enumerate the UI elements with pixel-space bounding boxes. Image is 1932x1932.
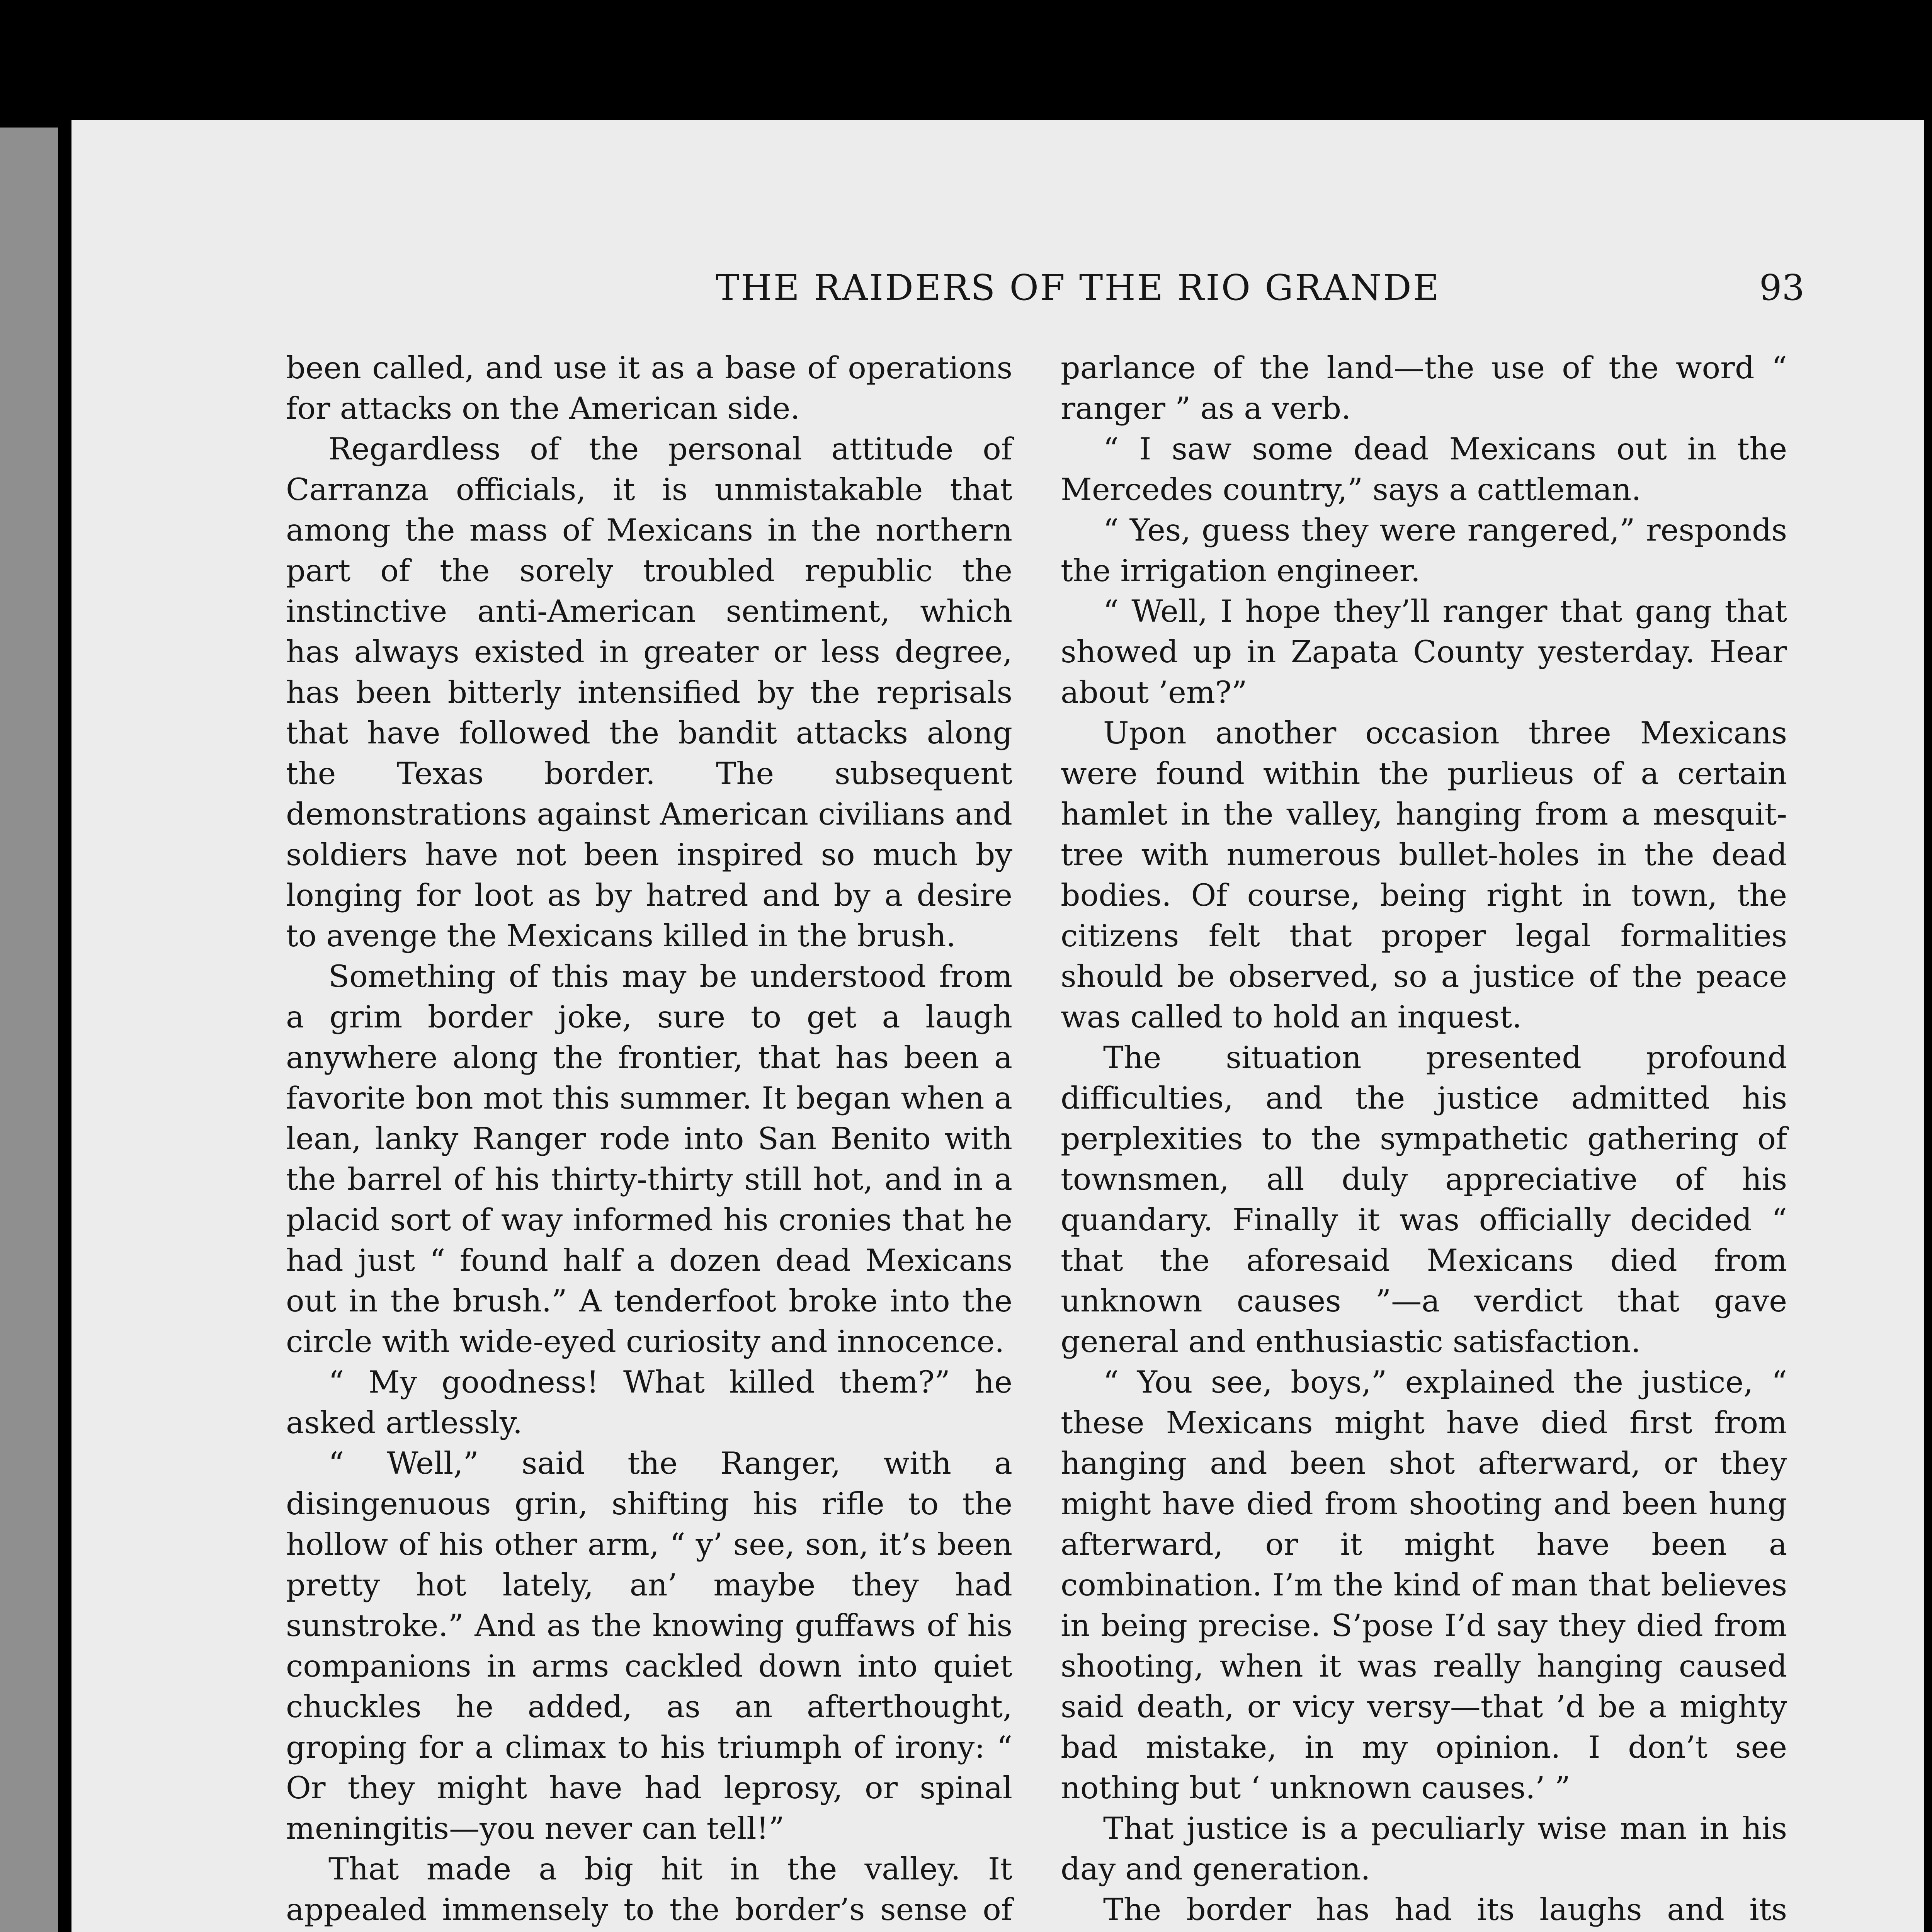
paragraph: “ My goodness! What killed them?” he asked artlessly. bbox=[286, 1364, 1012, 1440]
paragraph: Regardless of the personal attitude of Carranza officials, it is unmistakable that among the mass of Mexicans in the northern part of the sorely troubled republic the instinctive anti-American sentiment, which has always existed in greater or less degree, has been bitterly intensified by the reprisals that have followed the bandit attacks along the Texas border. The subsequent demonstrations against American civilians and soldiers have not been inspired so much by longing for loot as by hatred and by a desire to avenge the Mexicans killed in the brush. bbox=[286, 431, 1012, 954]
paragraph: “ You see, boys,” explained the justice, “ these Mexicans might have died first from hanging and been shot afterward, or they might have died from shooting and been hung afterward, or it might have been a combination. I’m the kind of man that believes in being precise. S’pose I’d say they died from shooting, when it was really hanging caused said death, or vicy versy—that ’d be a mighty bad mistake, in my opinion. I don’t see nothing but ‘ unknown causes.’ ” bbox=[1061, 1364, 1787, 1806]
paragraph: “ Yes, guess they were rangered,” responds the irrigation engineer. bbox=[1061, 512, 1787, 588]
book-page bbox=[71, 120, 1924, 1932]
text-column-left bbox=[286, 348, 1012, 1932]
paragraph: “ I saw some dead Mexicans out in the Mercedes country,” says a cattleman. bbox=[1061, 431, 1787, 507]
paragraph: Upon another occasion three Mexicans were found within the purlieus of a certain hamlet in the valley, hanging from a mesquit-tree with numerous bullet-holes in the dead bodies. Of course, being right in town, the citizens felt that proper legal formalities should be observed, so a justice of the peace was called to hold an inquest. bbox=[1061, 715, 1787, 1035]
paragraph: That justice is a peculiarly wise man in his day and generation. bbox=[1061, 1811, 1787, 1887]
page-header bbox=[71, 263, 1924, 313]
paragraph: That made a big hit in the valley. It appealed immensely to the border’s sense of bbox=[286, 1851, 1012, 1927]
paragraph: parlance of the land—the use of the word “ ranger ” as a verb. bbox=[1061, 350, 1787, 426]
adjacent-page-edge bbox=[0, 128, 58, 1932]
page-number: 93 bbox=[1759, 267, 1804, 308]
paragraph: “ Well, I hope they’ll ranger that gang that showed up in Zapata County yesterday. Hear about ’em?” bbox=[1061, 594, 1787, 710]
paragraph: Something of this may be understood from a grim border joke, sure to get a laugh anywhere along the frontier, that has been a favorite bon mot this summer. It began when a lean, lanky Ranger rode into San Benito with the barrel of his thirty-thirty still hot, and in a placid sort of way informed his cronies that he had just “ found half a dozen dead Mexicans out in the brush.” A tenderfoot broke into the circle with wide-eyed curiosity and innocence. bbox=[286, 959, 1012, 1359]
paragraph: The situation presented profound difficulties, and the justice admitted his perplexities to the sympathetic gathering of townsmen, all duly appreciative of his quandary. Finally it was officially decided “ that the aforesaid Mexicans died from unknown causes ”—a verdict that gave general and enthusiastic satisfaction. bbox=[1061, 1040, 1787, 1359]
paragraph: “ Well,” said the Ranger, with a disingenuous grin, shifting his rifle to the hollow of his other arm, “ y’ see, son, it’s been pretty hot lately, an’ maybe they had sunstroke.” And as the knowing guffaws of his companions in arms cackled down into quiet chuckles he added, as an afterthought, groping for a climax to his triumph of irony: “ Or they might have had leprosy, or spinal meningitis—you never can tell!” bbox=[286, 1446, 1012, 1846]
paragraph: The border has had its laughs and its bbox=[1103, 1892, 1787, 1927]
text-column-right bbox=[1061, 348, 1787, 1932]
paragraph: been called, and use it as a base of operations for attacks on the American side. bbox=[286, 350, 1012, 426]
running-head: THE RAIDERS OF THE RIO GRANDE bbox=[716, 267, 1440, 308]
